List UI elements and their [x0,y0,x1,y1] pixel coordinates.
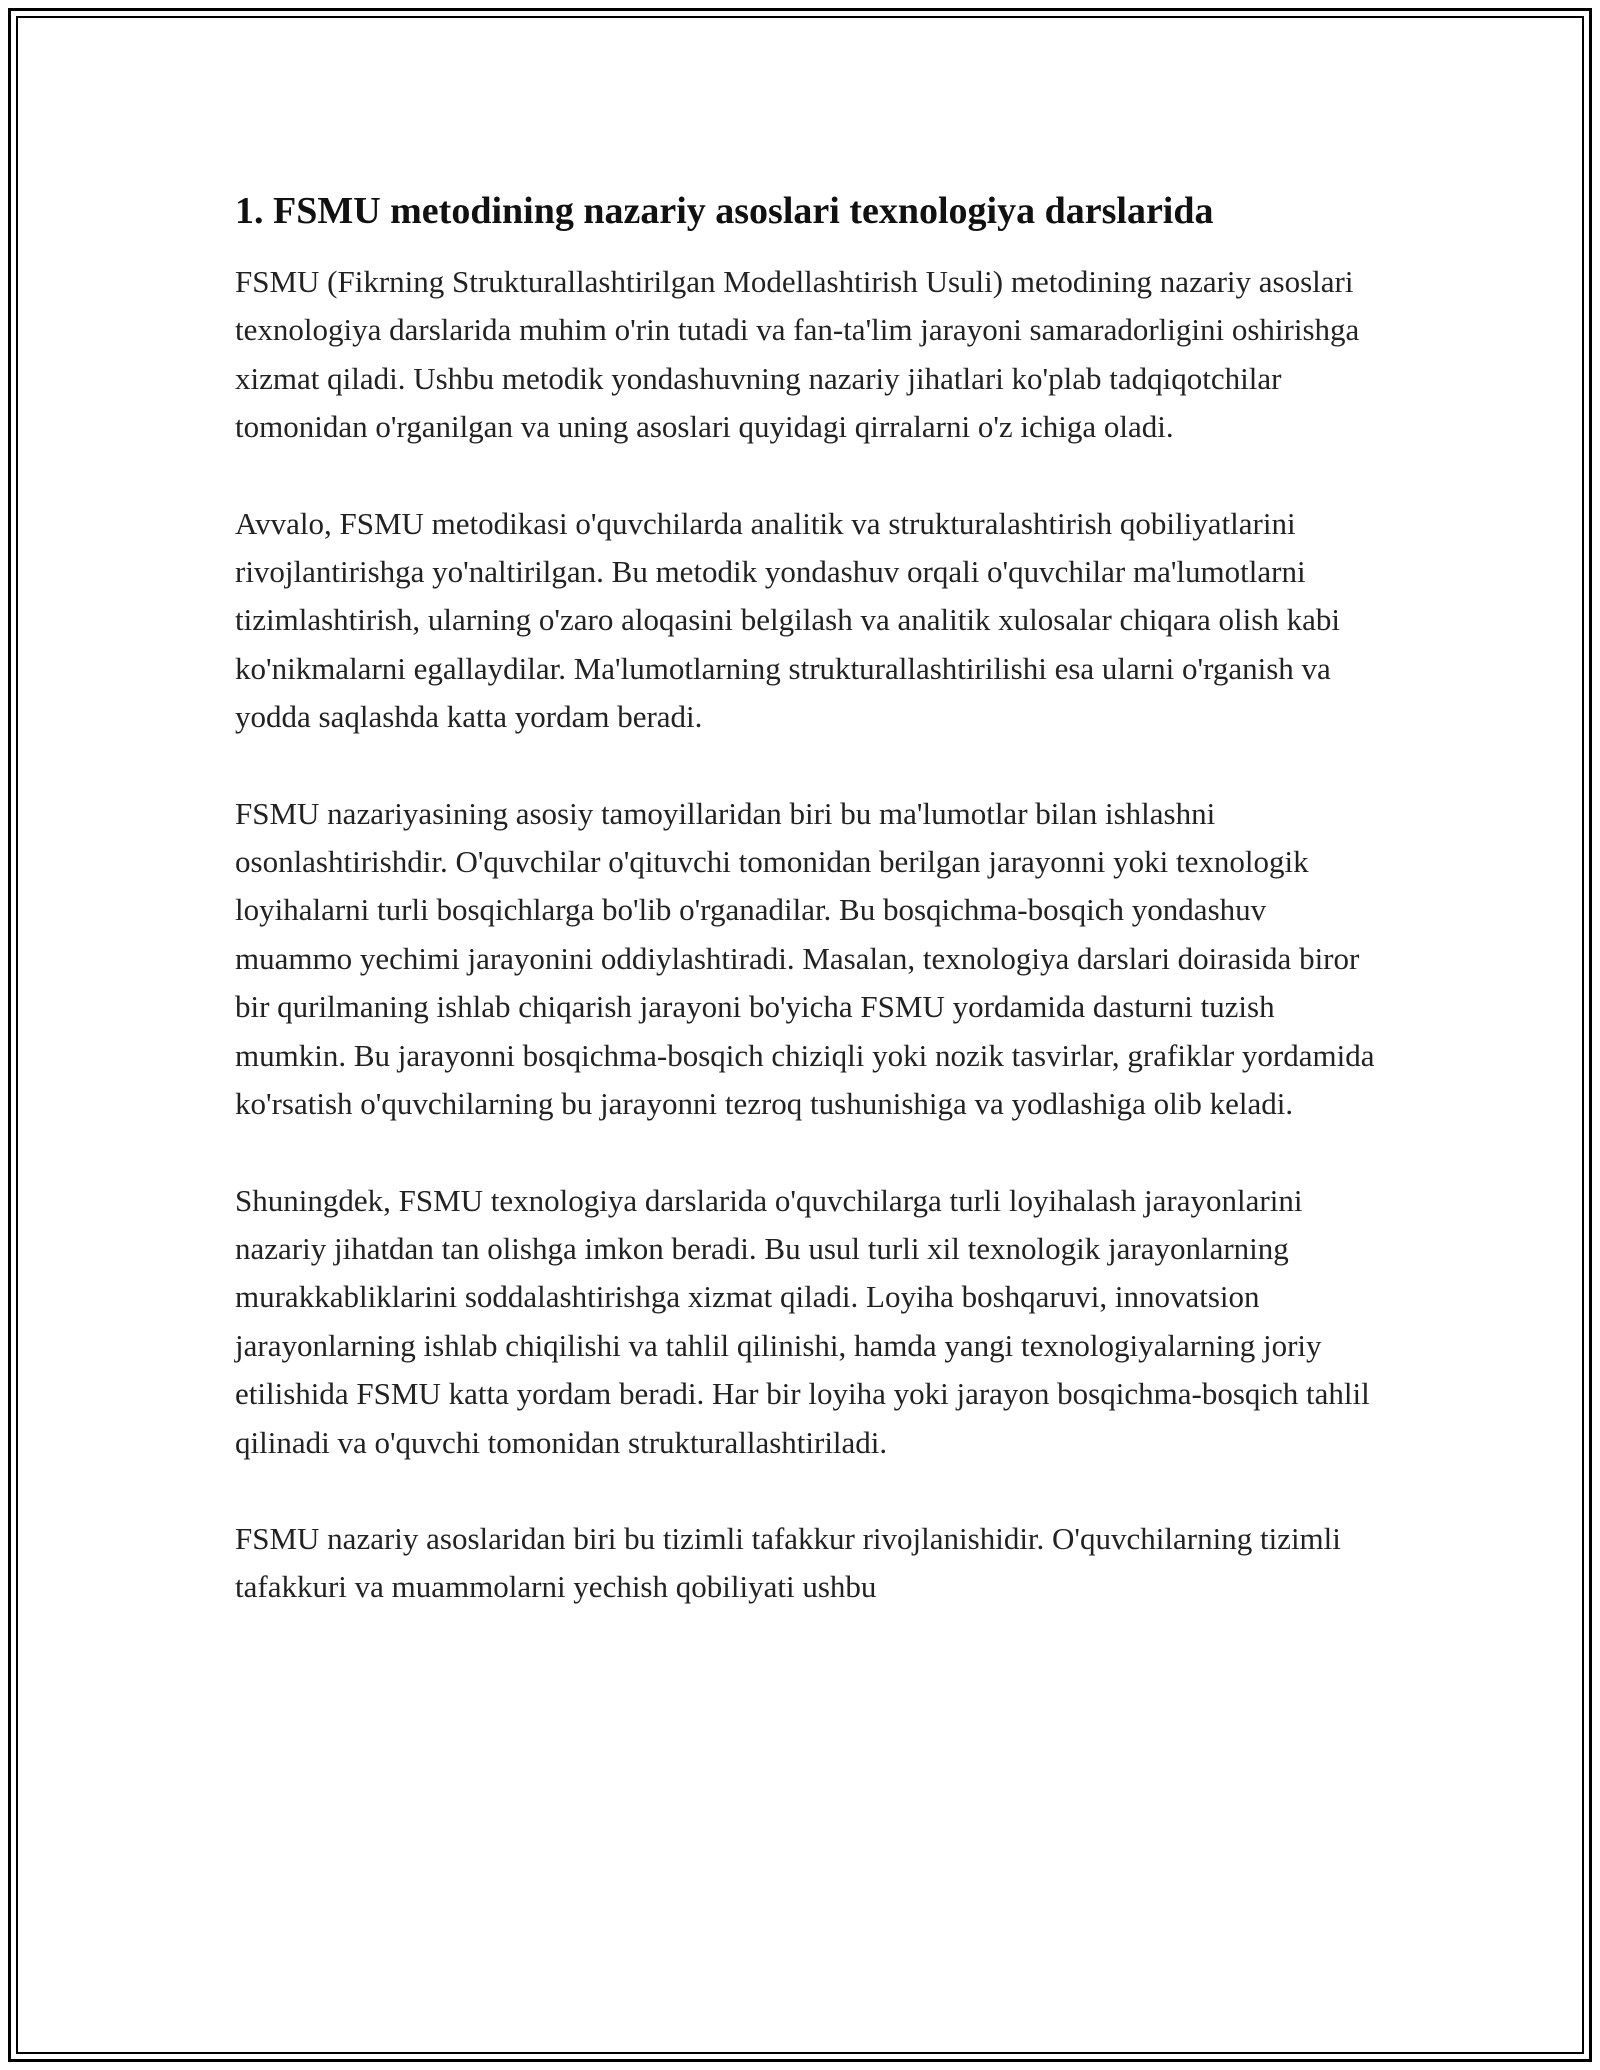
paragraph-3: FSMU nazariyasining asosiy tamoyillaridan biri bu ma'lumotlar bilan ishlashni osonlashtirishdir. O'quvchilar o'qituvchi tomonidan berilgan jarayonni yoki texnologik loyihalarni turli bosqichlarga bo'lib o'rganadilar. Bu bosqichma-bosqich yondashuv muammo yechimi jarayonini oddiylashtiradi. Masalan, texnologiya darslari doirasida biror bir qurilmaning ishlab chiqarish jarayoni bo'yicha FSMU yordamida dasturni tuzish mumkin. Bu jarayonni bosqichma-bosqich chiziqli yoki nozik tasvirlar, grafiklar yordamida ko'rsatish o'quvchilarning bu jarayonni tezroq tushunishiga va yodlashiga olib keladi. [235,795,1375,1122]
paragraph-4: Shuningdek, FSMU texnologiya darslarida o'quvchilarga turli loyihalash jarayonlarini nazariy jihatdan tan olishga imkon beradi. Bu usul turli xil texnologik jarayonlarning murakkabliklarini soddalashtirishga xizmat qiladi. Loyiha boshqaruvi, innovatsion jarayonlarning ishlab chiqilishi va tahlil qilinishi, hamda yangi texnologiyalarning joriy etilishida FSMU katta yordam beradi. Har bir loyiha yoki jarayon bosqichma-bosqich tahlil qilinadi va o'quvchi tomonidan strukturallashtiriladi. [235,1182,1370,1460]
document-content [235,186,1375,1612]
paragraph-5: FSMU nazariy asoslaridan biri bu tizimli tafakkur rivojlanishidir. O'quvchilarning tizimli tafakkuri va muammolarni yechish qobiliyati ushbu [235,1520,1341,1605]
paragraph-2: Avvalo, FSMU metodikasi o'quvchilarda analitik va strukturalashtirish qobiliyatlarini rivojlantirishga yo'naltirilgan. Bu metodik yondashuv orqali o'quvchilar ma'lumotlarni tizimlashtirish, ularning o'zaro aloqasini belgilash va analitik xulosalar chiqara olish kabi ko'nikmalarni egallaydilar. Ma'lumotlarning strukturallashtirilishi esa ularni o'rganish va yodda saqlashda katta yordam beradi. [235,505,1340,735]
section-heading: 1. FSMU metodining nazariy asoslari texnologiya darslarida [235,190,1214,232]
paragraph-1: FSMU (Fikrning Strukturallashtirilgan Modellashtirish Usuli) metodining nazariy asoslari texnologiya darslarida muhim o'rin tutadi va fan-ta'lim jarayoni samaradorligini oshirishga xizmat qiladi. Ushbu metodik yondashuvning nazariy jihatlari ko'plab tadqiqotchilar tomonidan o'rganilgan va uning asoslari quyidagi qirralarni o'z ichiga oladi. [235,264,1360,445]
